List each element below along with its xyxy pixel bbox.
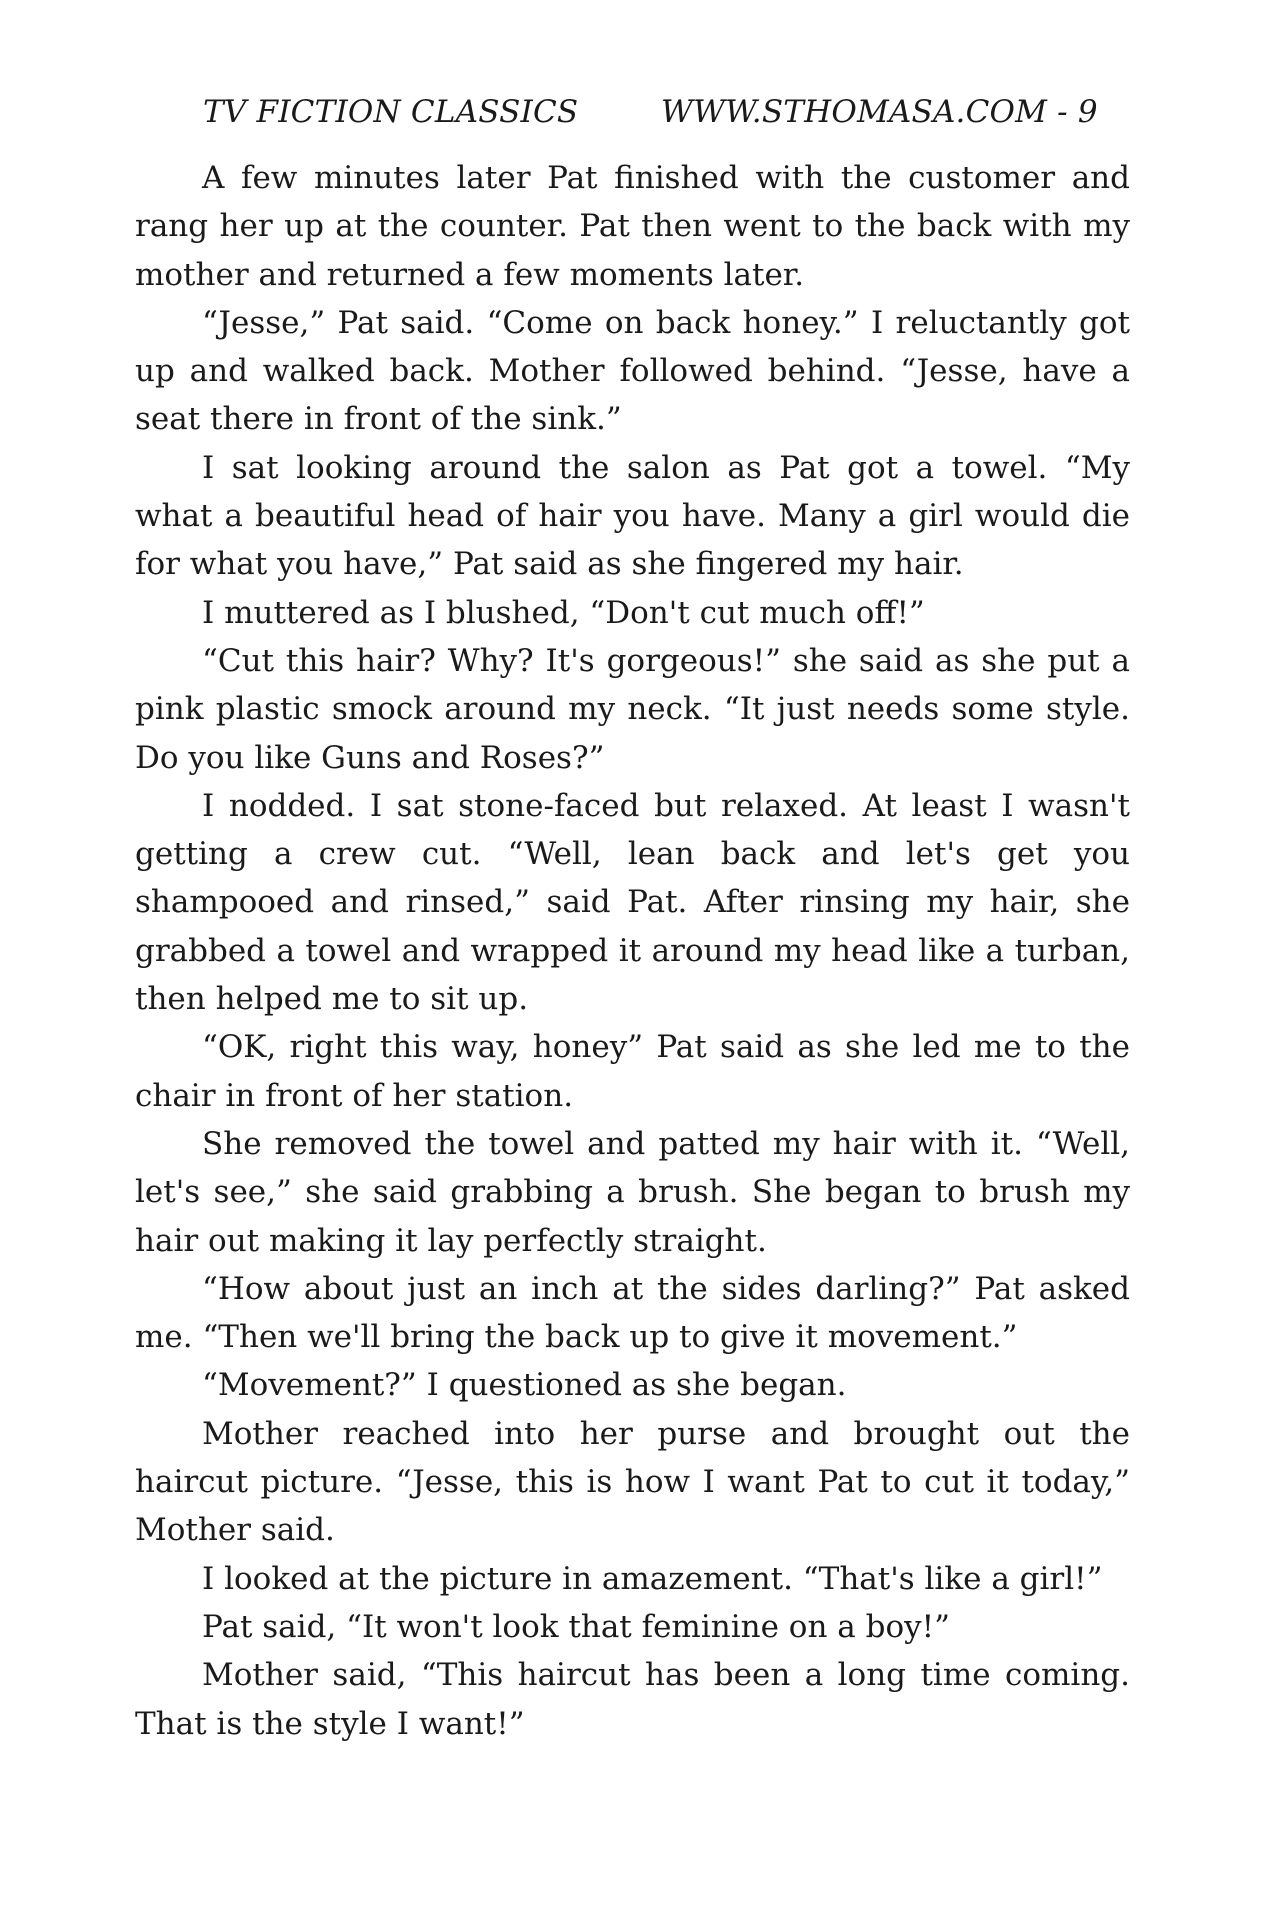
paragraph: “Jesse,” Pat said. “Come on back honey.” I reluctantly got up and walked back. Mother followed behind. “Jesse, have a seat there in front of the sink.”	[135, 304, 1130, 438]
paragraph: Pat said, “It won't look that feminine on a boy!”	[202, 1608, 950, 1645]
paragraph: “Cut this hair? Why? It's gorgeous!” she said as she put a pink plastic smock around my neck. “It just needs some style. Do you like Guns and Roses?”	[135, 642, 1130, 776]
paragraph: A few minutes later Pat finished with the customer and rang her up at the counter. Pat then went to the back with my mother and returned a few moments later.	[135, 160, 1130, 293]
website-and-page-number: WWW.STHOMASA.COM - 9	[661, 94, 1098, 130]
paragraph: “OK, right this way, honey” Pat said as she led me to the chair in front of her station.	[135, 1029, 1130, 1114]
paragraph: I sat looking around the salon as Pat got a towel. “My what a beautiful head of hair you have. Many a girl would die for what you have,” Pat said as she fingered my hair.	[135, 449, 1130, 583]
paragraph: Mother reached into her purse and brought out the haircut picture. “Jesse, this is how I want Pat to cut it today,” Mother said.	[135, 1415, 1130, 1549]
paragraph: “How about just an inch at the sides darling?” Pat asked me. “Then we'll bring the back up to give it movement.”	[135, 1270, 1130, 1356]
paragraph: “Movement?” I questioned as she began.	[202, 1367, 847, 1404]
paragraph: She removed the towel and patted my hair with it. “Well, let's see,” she said grabbing a brush. She began to brush my hair out making it lay perfectly straight.	[135, 1125, 1130, 1259]
story-body	[135, 154, 1130, 1748]
paragraph: I muttered as I blushed, “Don't cut much off!”	[202, 594, 925, 631]
running-header	[203, 94, 1098, 134]
publication-title: TV FICTION CLASSICS	[203, 94, 579, 130]
paragraph: I nodded. I sat stone-faced but relaxed. At least I wasn't getting a crew cut. “Well, lean back and let's get you shampooed and rinsed,” said Pat. After rinsing my hair, she grabbed a towel and wrapped it around my head like a turban, then helped me to sit up.	[135, 787, 1130, 1018]
paragraph: I looked at the picture in amazement. “That's like a girl!”	[202, 1560, 1103, 1597]
paragraph: Mother said, “This haircut has been a long time coming. That is the style I want!”	[135, 1657, 1130, 1742]
